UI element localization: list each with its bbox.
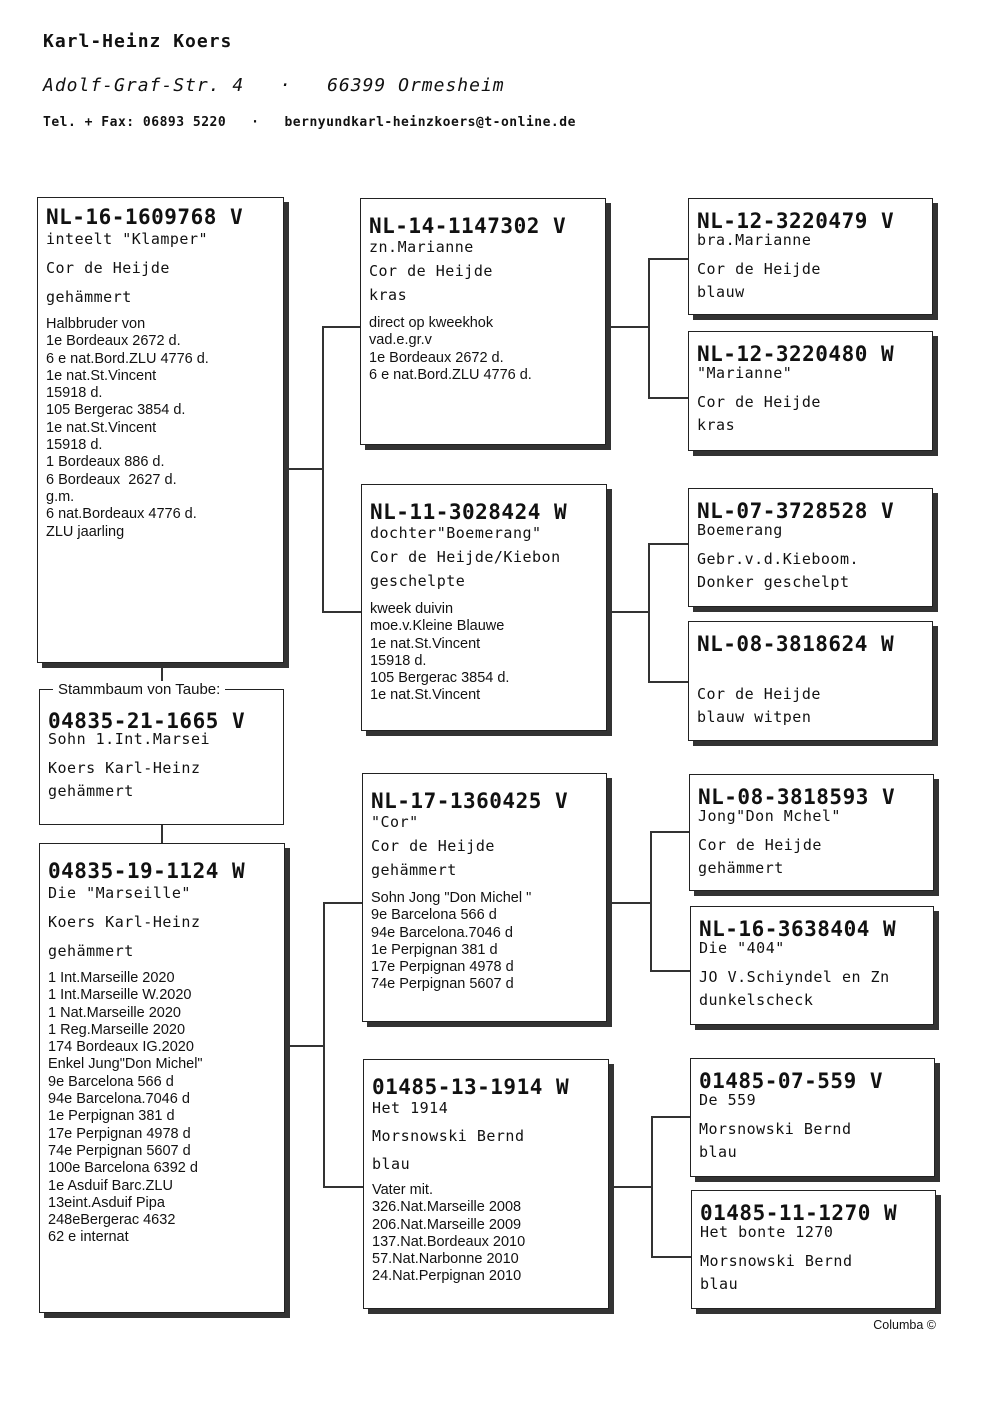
sire-dam-note: moe.v.Kleine Blauwe	[370, 618, 505, 635]
sire-line: inteelt "Klamper"	[46, 230, 209, 248]
gg-ring-number: NL-12-3220479 V	[697, 209, 895, 233]
gg-line: Cor de Heijde	[697, 393, 821, 411]
sire-note: ZLU jaarling	[46, 523, 125, 540]
gg-line: Morsnowski Bernd	[699, 1120, 852, 1138]
gg-line: Cor de Heijde	[697, 685, 821, 703]
dam-sire-line: gehämmert	[371, 861, 457, 879]
dam-line: Koers Karl-Heinz	[48, 913, 201, 931]
dam-note: 1 Int.Marseille W.2020	[48, 987, 192, 1004]
dam-dam-card	[363, 1059, 609, 1309]
sire-sire-line: zn.Marianne	[369, 238, 474, 256]
sire-dam-note: 15918 d.	[370, 652, 427, 669]
sire-line: gehämmert	[46, 288, 132, 306]
sire-note: 6 Bordeaux 2627 d.	[46, 471, 177, 488]
gg-line: "Marianne"	[697, 364, 793, 382]
gg-line: De 559	[699, 1091, 757, 1109]
gg-card-8	[691, 1190, 936, 1309]
gg-line: blau	[699, 1143, 738, 1161]
sire-note: 1e nat.St.Vincent	[46, 419, 157, 436]
dam-dam-note: 137.Nat.Bordeaux 2010	[372, 1233, 526, 1250]
dam-dam-note: 24.Nat.Perpignan 2010	[372, 1268, 522, 1285]
gg-card-4	[688, 621, 933, 741]
dam-note: 174 Bordeaux IG.2020	[48, 1039, 194, 1056]
subject-ring-number: 04835-21-1665 V	[48, 709, 246, 733]
sire-ring-number: NL-16-1609768 V	[46, 205, 244, 229]
sire-dam-note: 105 Bergerac 3854 d.	[370, 670, 510, 687]
gg-ring-number: 01485-07-559 V	[699, 1069, 884, 1093]
dam-note: 1e Asduif Barc.ZLU	[48, 1177, 173, 1194]
dam-note: Enkel Jung"Don Michel"	[48, 1056, 203, 1073]
subject-line: Koers Karl-Heinz	[48, 759, 201, 777]
gg-line: Morsnowski Bernd	[700, 1252, 853, 1270]
dam-sire-note: 9e Barcelona 566 d	[371, 907, 497, 924]
gg-line: bra.Marianne	[697, 231, 812, 249]
sire-sire-note: direct op kweekhok	[369, 315, 494, 331]
dam-note: 94e Barcelona.7046 d	[48, 1091, 190, 1108]
gg-line: Het bonte 1270	[700, 1223, 834, 1241]
gg-card-3	[688, 488, 933, 607]
gg-line: kras	[697, 416, 736, 434]
sire-sire-line: kras	[369, 286, 408, 304]
gg-line: Donker geschelpt	[697, 573, 850, 591]
sire-sire-note: 1e Bordeaux 2672 d.	[369, 349, 504, 366]
dam-note: 100e Barcelona 6392 d	[48, 1160, 198, 1177]
dam-dam-line: Morsnowski Bernd	[372, 1127, 525, 1145]
gg-line: JO V.Schiyndel en Zn	[699, 968, 890, 986]
gg-line: Cor de Heijde	[697, 260, 821, 278]
footer-credit: Columba ©	[873, 1318, 936, 1332]
dam-dam-note: 206.Nat.Marseille 2009	[372, 1216, 522, 1233]
gg-line	[697, 654, 924, 674]
sire-sire-card	[360, 198, 606, 445]
gg-line: Die "404"	[699, 939, 785, 957]
sire-dam-note: 1e nat.St.Vincent	[370, 687, 481, 704]
dam-sire-note: Sohn Jong "Don Michel "	[371, 890, 532, 906]
dam-note: 74e Perpignan 5607 d	[48, 1142, 191, 1159]
sire-note: 15918 d.	[46, 437, 103, 454]
sire-dam-note: kweek duivin	[370, 601, 454, 617]
dam-dam-note: 57.Nat.Narbonne 2010	[372, 1251, 519, 1268]
gg-ring-number: NL-08-3818624 W	[697, 632, 895, 656]
sire-sire-note: vad.e.gr.v	[369, 332, 432, 349]
sire-note: 6 e nat.Bord.ZLU 4776 d.	[46, 350, 209, 367]
gg-line: Boemerang	[697, 521, 783, 539]
gg-line: gehämmert	[698, 859, 784, 877]
dam-ring-number: 04835-19-1124 W	[48, 859, 246, 883]
sire-note: g.m.	[46, 488, 75, 505]
dam-dam-ring-number: 01485-13-1914 W	[372, 1075, 570, 1099]
stammbaum-label: Stammbaum von Taube:	[53, 681, 225, 698]
gg-ring-number: NL-16-3638404 W	[699, 917, 897, 941]
sire-sire-line: Cor de Heijde	[369, 262, 493, 280]
gg-line: blau	[700, 1275, 739, 1293]
sire-dam-line: geschelpte	[370, 572, 466, 590]
sire-dam-card	[361, 484, 607, 731]
sire-dam-line: dochter"Boemerang"	[370, 524, 542, 542]
gg-line: dunkelscheck	[699, 991, 814, 1009]
subject-line: Sohn 1.Int.Marsei	[48, 730, 211, 748]
sire-dam-note: 1e nat.St.Vincent	[370, 635, 481, 652]
dam-sire-card	[362, 773, 607, 1022]
sire-note: Halbbruder von	[46, 316, 146, 332]
dam-line: gehämmert	[48, 942, 134, 960]
dam-sire-note: 17e Perpignan 4978 d	[371, 959, 514, 976]
gg-card-1	[688, 198, 933, 315]
sire-sire-note: 6 e nat.Bord.ZLU 4776 d.	[369, 366, 532, 383]
sire-note: 1e Bordeaux 2672 d.	[46, 333, 181, 350]
dam-note: 1 Int.Marseille 2020	[48, 970, 175, 986]
sire-note: 1 Bordeaux 886 d.	[46, 454, 165, 471]
breeder-name: Karl-Heinz Koers	[43, 31, 233, 52]
dam-dam-note: 326.Nat.Marseille 2008	[372, 1199, 522, 1216]
gg-card-5	[689, 774, 934, 891]
dam-dam-line: Het 1914	[372, 1099, 449, 1117]
sire-line: Cor de Heijde	[46, 259, 170, 277]
gg-line: blauw	[697, 283, 745, 301]
sire-note: 1e nat.St.Vincent	[46, 367, 157, 384]
gg-line: Gebr.v.d.Kieboom.	[697, 550, 860, 568]
subject-card	[39, 689, 284, 825]
gg-ring-number: NL-12-3220480 W	[697, 342, 895, 366]
gg-card-2	[688, 331, 933, 451]
subject-line: gehämmert	[48, 782, 134, 800]
dam-sire-note: 94e Barcelona.7046 d	[371, 924, 513, 941]
dam-card	[39, 843, 285, 1313]
dam-line: Die "Marseille"	[48, 884, 191, 902]
dam-note: 62 e internat	[48, 1229, 129, 1246]
gg-line: blauw witpen	[697, 708, 812, 726]
dam-note: 248eBergerac 4632	[48, 1212, 176, 1229]
sire-card	[37, 197, 284, 663]
dam-sire-line: Cor de Heijde	[371, 837, 495, 855]
dam-dam-line: blau	[372, 1155, 411, 1173]
sire-note: 6 nat.Bordeaux 4776 d.	[46, 506, 197, 523]
dam-note: 13eint.Asduif Pipa	[48, 1194, 165, 1211]
sire-dam-ring-number: NL-11-3028424 W	[370, 500, 568, 524]
dam-note: 1 Nat.Marseille 2020	[48, 1004, 181, 1021]
sire-sire-ring-number: NL-14-1147302 V	[369, 214, 567, 238]
dam-sire-note: 74e Perpignan 5607 d	[371, 976, 514, 993]
gg-ring-number: 01485-11-1270 W	[700, 1201, 898, 1225]
dam-sire-line: "Cor"	[371, 813, 419, 831]
gg-ring-number: NL-08-3818593 V	[698, 785, 896, 809]
dam-note: 17e Perpignan 4978 d	[48, 1125, 191, 1142]
sire-note: 105 Bergerac 3854 d.	[46, 402, 186, 419]
dam-note: 1e Perpignan 381 d	[48, 1108, 175, 1125]
gg-ring-number: NL-07-3728528 V	[697, 499, 895, 523]
dam-sire-note: 1e Perpignan 381 d	[371, 941, 498, 958]
gg-card-7	[690, 1058, 935, 1177]
gg-line: Cor de Heijde	[698, 836, 822, 854]
dam-dam-note: Vater mit.	[372, 1182, 433, 1198]
gg-line: Jong"Don Mchel"	[698, 807, 841, 825]
dam-sire-ring-number: NL-17-1360425 V	[371, 789, 569, 813]
sire-dam-line: Cor de Heijde/Kiebon	[370, 548, 561, 566]
dam-note: 9e Barcelona 566 d	[48, 1073, 174, 1090]
sire-note: 15918 d.	[46, 385, 103, 402]
gg-card-6	[690, 906, 934, 1025]
breeder-contact: Tel. + Fax: 06893 5220 · bernyundkarl-heinzkoers@t-online.de	[43, 115, 576, 130]
breeder-address: Adolf-Graf-Str. 4 · 66399 Ormesheim	[43, 75, 505, 96]
dam-note: 1 Reg.Marseille 2020	[48, 1021, 186, 1038]
